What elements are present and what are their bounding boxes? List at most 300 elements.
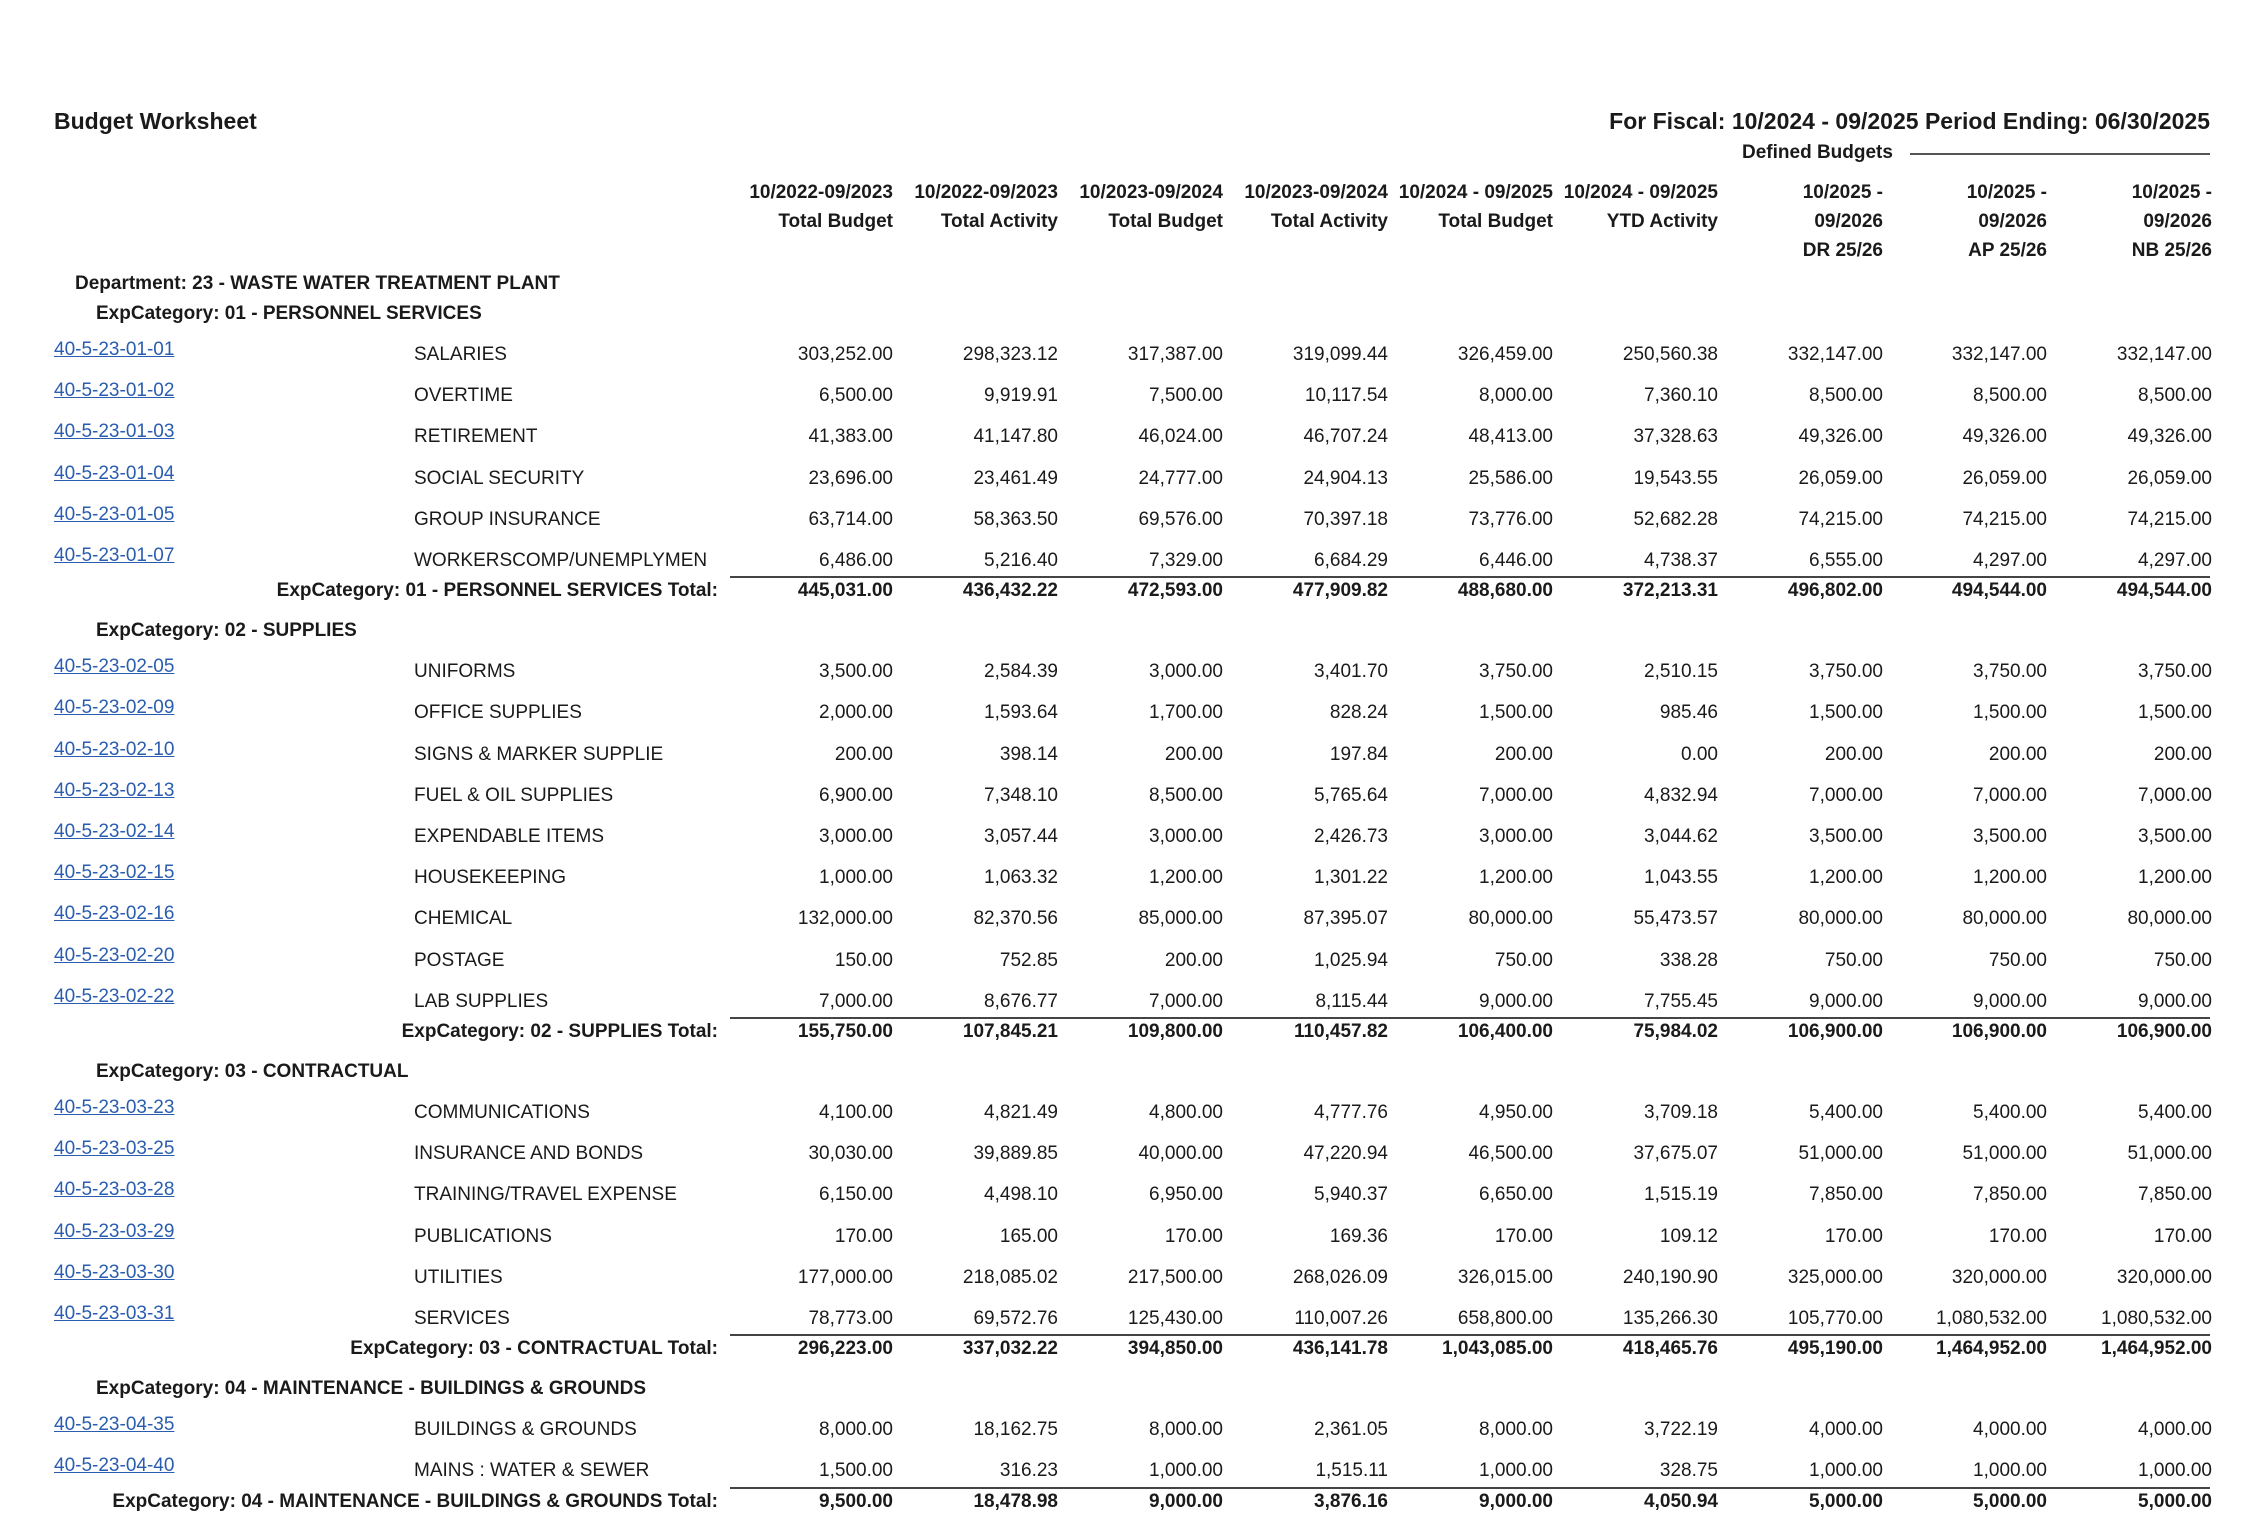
cell-value: 51,000.00 <box>1962 1143 2047 1165</box>
total-value: 9,000.00 <box>1479 1490 1553 1512</box>
cell-value: 170.00 <box>2153 1225 2212 1247</box>
cell-value: 80,000.00 <box>1798 908 1883 930</box>
cell-value: 1,043.55 <box>1644 867 1718 889</box>
line-item-description: POSTAGE <box>414 949 505 971</box>
total-value: 472,593.00 <box>1127 580 1223 602</box>
cell-value: 1,515.19 <box>1644 1184 1718 1206</box>
cell-value: 1,515.11 <box>1315 1460 1388 1482</box>
defined-budgets-rule <box>1910 153 2210 155</box>
cell-value: 51,000.00 <box>2127 1143 2212 1165</box>
total-value: 372,213.31 <box>1622 580 1718 602</box>
cell-value: 73,776.00 <box>1468 508 1553 530</box>
cell-value: 1,200.00 <box>1809 867 1883 889</box>
total-value: 5,000.00 <box>2138 1490 2212 1512</box>
cell-value: 3,709.18 <box>1644 1102 1718 1123</box>
account-link[interactable]: 40-5-23-02-15 <box>54 862 175 884</box>
cell-value: 4,297.00 <box>1973 550 2047 571</box>
cell-value: 170.00 <box>1494 1225 1553 1247</box>
line-item-description: BUILDINGS & GROUNDS <box>414 1419 637 1441</box>
cell-value: 6,446.00 <box>1479 550 1553 571</box>
cell-value: 268,026.09 <box>1292 1266 1388 1288</box>
column-header-line: Total Budget <box>1438 211 1553 232</box>
cell-value: 4,738.37 <box>1644 550 1718 571</box>
cell-value: 1,063.32 <box>984 867 1058 889</box>
column-header-line: 10/2025 - <box>1802 182 1883 203</box>
cell-value: 1,080,532.00 <box>1936 1308 2047 1329</box>
account-link[interactable]: 40-5-23-04-40 <box>54 1455 175 1477</box>
cell-value: 6,500.00 <box>819 385 893 407</box>
cell-value: 3,000.00 <box>1479 826 1553 847</box>
cell-value: 1,025.94 <box>1314 949 1388 971</box>
account-link[interactable]: 40-5-23-02-10 <box>54 738 175 760</box>
total-value: 436,141.78 <box>1292 1338 1388 1360</box>
cell-value: 752.85 <box>999 949 1058 971</box>
account-link[interactable]: 40-5-23-02-20 <box>54 944 175 966</box>
cell-value: 4,498.10 <box>984 1184 1058 1206</box>
cell-value: 8,500.00 <box>1973 385 2047 407</box>
cell-value: 165.00 <box>999 1225 1058 1247</box>
cell-value: 7,348.10 <box>984 784 1058 806</box>
cell-value: 1,500.00 <box>1809 702 1883 724</box>
cell-value: 4,800.00 <box>1149 1102 1223 1123</box>
cell-value: 23,461.49 <box>973 467 1058 489</box>
cell-value: 7,000.00 <box>2138 784 2212 806</box>
cell-value: 80,000.00 <box>1468 908 1553 930</box>
cell-value: 39,889.85 <box>973 1143 1058 1165</box>
total-value: 5,000.00 <box>1809 1490 1883 1512</box>
cell-value: 200.00 <box>1164 949 1223 971</box>
total-value: 445,031.00 <box>797 580 893 602</box>
cell-value: 24,777.00 <box>1138 467 1223 489</box>
cell-value: 25,586.00 <box>1468 467 1553 489</box>
account-link[interactable]: 40-5-23-03-25 <box>54 1138 175 1160</box>
cell-value: 69,572.76 <box>973 1308 1058 1329</box>
line-item-description: EXPENDABLE ITEMS <box>414 826 605 847</box>
line-item-description: SIGNS & MARKER SUPPLIE <box>414 743 664 765</box>
cell-value: 303,252.00 <box>797 344 893 365</box>
cell-value: 1,000.00 <box>1973 1460 2047 1482</box>
column-header-line: 10/2024 - 09/2025 <box>1563 182 1718 203</box>
total-value: 9,500.00 <box>819 1490 893 1512</box>
account-link[interactable]: 40-5-23-03-30 <box>54 1261 175 1283</box>
cell-value: 4,000.00 <box>2138 1419 2212 1441</box>
account-link[interactable]: 40-5-23-02-16 <box>54 903 175 925</box>
cell-value: 200.00 <box>1164 743 1223 765</box>
cell-value: 8,500.00 <box>2138 385 2212 407</box>
category-total-label: ExpCategory: 04 - MAINTENANCE - BUILDINGS & GROUNDS Total: <box>112 1490 718 1512</box>
cell-value: 332,147.00 <box>1951 344 2047 365</box>
cell-value: 8,000.00 <box>1149 1419 1223 1441</box>
cell-value: 7,850.00 <box>1809 1184 1883 1206</box>
cell-value: 8,115.44 <box>1315 990 1388 1012</box>
cell-value: 110,007.26 <box>1294 1308 1388 1329</box>
cell-value: 2,000.00 <box>819 702 893 724</box>
cell-value: 58,363.50 <box>973 508 1058 530</box>
column-header-line: Total Budget <box>1108 211 1223 232</box>
account-link[interactable]: 40-5-23-01-07 <box>54 545 175 566</box>
total-value: 4,050.94 <box>1644 1490 1718 1512</box>
cell-value: 41,383.00 <box>808 426 893 448</box>
cell-value: 8,000.00 <box>1479 385 1553 407</box>
cell-value: 5,216.40 <box>984 550 1058 571</box>
cell-value: 7,000.00 <box>1479 784 1553 806</box>
cell-value: 3,750.00 <box>1809 661 1883 683</box>
account-link[interactable]: 40-5-23-01-04 <box>54 462 175 484</box>
cell-value: 9,000.00 <box>1479 990 1553 1012</box>
cell-value: 18,162.75 <box>973 1419 1058 1441</box>
category-heading: ExpCategory: 04 - MAINTENANCE - BUILDINGS & GROUNDS <box>96 1378 646 1400</box>
cell-value: 1,500.00 <box>1973 702 2047 724</box>
line-item-description: CHEMICAL <box>414 908 513 930</box>
cell-value: 49,326.00 <box>2127 426 2212 448</box>
account-link[interactable]: 40-5-23-01-01 <box>54 339 175 360</box>
total-value: 337,032.22 <box>962 1338 1058 1360</box>
cell-value: 200.00 <box>1824 743 1883 765</box>
line-item-description: FUEL & OIL SUPPLIES <box>414 784 614 806</box>
column-header-line: Total Activity <box>940 211 1058 232</box>
cell-value: 49,326.00 <box>1962 426 2047 448</box>
cell-value: 74,215.00 <box>1962 508 2047 530</box>
cell-value: 1,200.00 <box>1149 867 1223 889</box>
cell-value: 69,576.00 <box>1138 508 1223 530</box>
column-header-line: 10/2022-09/2023 <box>914 182 1058 203</box>
account-link[interactable]: 40-5-23-01-03 <box>54 421 175 443</box>
column-header-line: YTD Activity <box>1606 211 1718 232</box>
cell-value: 5,400.00 <box>1973 1102 2047 1123</box>
column-header <box>1877 178 2047 265</box>
cell-value: 7,329.00 <box>1149 550 1223 571</box>
category-heading: ExpCategory: 03 - CONTRACTUAL <box>96 1061 409 1082</box>
line-item-description: HOUSEKEEPING <box>414 867 567 889</box>
cell-value: 46,707.24 <box>1303 426 1388 448</box>
cell-value: 985.46 <box>1659 702 1718 724</box>
cell-value: 1,200.00 <box>2138 867 2212 889</box>
line-item-description: UTILITIES <box>414 1266 503 1288</box>
cell-value: 109.12 <box>1659 1225 1718 1247</box>
cell-value: 1,000.00 <box>819 867 893 889</box>
cell-value: 46,500.00 <box>1468 1143 1553 1165</box>
cell-value: 750.00 <box>1494 949 1553 971</box>
column-header <box>1383 178 1553 236</box>
line-item-description: MAINS : WATER & SEWER <box>414 1460 650 1482</box>
total-value: 1,464,952.00 <box>2101 1338 2212 1360</box>
line-item-description: SOCIAL SECURITY <box>414 467 585 489</box>
cell-value: 8,676.77 <box>984 990 1058 1012</box>
cell-value: 1,080,532.00 <box>2101 1308 2212 1329</box>
cell-value: 51,000.00 <box>1798 1143 1883 1165</box>
cell-value: 40,000.00 <box>1138 1143 1223 1165</box>
cell-value: 19,543.55 <box>1633 467 1718 489</box>
total-value: 75,984.02 <box>1633 1021 1718 1042</box>
cell-value: 1,200.00 <box>1479 867 1553 889</box>
cell-value: 177,000.00 <box>797 1266 893 1288</box>
column-header <box>723 178 893 236</box>
department-heading: Department: 23 - WASTE WATER TREATMENT PLANT <box>75 273 560 294</box>
page-title: Budget Worksheet <box>54 108 257 134</box>
category-total-label: ExpCategory: 02 - SUPPLIES Total: <box>401 1021 718 1042</box>
cell-value: 7,755.45 <box>1644 990 1718 1012</box>
column-header-line: 10/2024 - 09/2025 <box>1398 182 1553 203</box>
cell-value: 0.00 <box>1681 743 1718 765</box>
cell-value: 2,426.73 <box>1314 826 1388 847</box>
line-item-description: GROUP INSURANCE <box>414 508 601 530</box>
account-link[interactable]: 40-5-23-02-14 <box>54 821 175 842</box>
cell-value: 4,297.00 <box>2138 550 2212 571</box>
line-item-description: RETIREMENT <box>414 426 538 448</box>
cell-value: 1,200.00 <box>1973 867 2047 889</box>
cell-value: 26,059.00 <box>1962 467 2047 489</box>
category-heading: ExpCategory: 01 - PERSONNEL SERVICES <box>96 303 482 324</box>
cell-value: 8,000.00 <box>819 1419 893 1441</box>
cell-value: 320,000.00 <box>1951 1266 2047 1288</box>
cell-value: 7,000.00 <box>1149 990 1223 1012</box>
cell-value: 1,700.00 <box>1149 702 1223 724</box>
cell-value: 46,024.00 <box>1138 426 1223 448</box>
total-value: 494,544.00 <box>1951 580 2047 602</box>
line-item-description: SERVICES <box>414 1308 510 1329</box>
cell-value: 240,190.90 <box>1622 1266 1718 1288</box>
cell-value: 78,773.00 <box>808 1308 893 1329</box>
cell-value: 3,722.19 <box>1644 1419 1718 1441</box>
column-header-line: 10/2025 - <box>2131 182 2212 203</box>
cell-value: 828.24 <box>1329 702 1388 724</box>
cell-value: 7,850.00 <box>2138 1184 2212 1206</box>
cell-value: 4,950.00 <box>1479 1102 1553 1123</box>
line-item-description: LAB SUPPLIES <box>414 990 549 1012</box>
cell-value: 7,000.00 <box>1809 784 1883 806</box>
cell-value: 7,500.00 <box>1149 385 1223 407</box>
cell-value: 82,370.56 <box>973 908 1058 930</box>
line-item-description: COMMUNICATIONS <box>414 1102 590 1123</box>
cell-value: 169.36 <box>1329 1225 1388 1247</box>
total-value: 496,802.00 <box>1787 580 1883 602</box>
cell-value: 4,777.76 <box>1314 1102 1388 1123</box>
cell-value: 5,940.37 <box>1314 1184 1388 1206</box>
column-header <box>1713 178 1883 265</box>
cell-value: 9,000.00 <box>2138 990 2212 1012</box>
column-header-line: 10/2023-09/2024 <box>1079 182 1223 203</box>
cell-value: 74,215.00 <box>1798 508 1883 530</box>
cell-value: 1,500.00 <box>1479 702 1553 724</box>
cell-value: 170.00 <box>1164 1225 1223 1247</box>
cell-value: 85,000.00 <box>1138 908 1223 930</box>
cell-value: 9,000.00 <box>1809 990 1883 1012</box>
cell-value: 3,500.00 <box>819 661 893 683</box>
column-header-line: NB 25/26 <box>2131 240 2212 261</box>
total-value: 495,190.00 <box>1787 1338 1883 1360</box>
account-link[interactable]: 40-5-23-02-09 <box>54 697 175 719</box>
total-value: 1,043,085.00 <box>1442 1338 1553 1360</box>
cell-value: 4,821.49 <box>984 1102 1058 1123</box>
cell-value: 132,000.00 <box>797 908 893 930</box>
total-value: 106,400.00 <box>1457 1021 1553 1042</box>
category-total-label: ExpCategory: 03 - CONTRACTUAL Total: <box>350 1338 718 1360</box>
cell-value: 4,832.94 <box>1644 784 1718 806</box>
account-link[interactable]: 40-5-23-02-22 <box>54 985 175 1007</box>
cell-value: 200.00 <box>1988 743 2047 765</box>
cell-value: 200.00 <box>2153 743 2212 765</box>
cell-value: 2,510.15 <box>1644 661 1718 683</box>
cell-value: 7,850.00 <box>1973 1184 2047 1206</box>
cell-value: 2,361.05 <box>1314 1419 1388 1441</box>
cell-value: 37,675.07 <box>1633 1143 1718 1165</box>
cell-value: 4,100.00 <box>819 1102 893 1123</box>
cell-value: 150.00 <box>834 949 893 971</box>
cell-value: 170.00 <box>834 1225 893 1247</box>
line-item-description: PUBLICATIONS <box>414 1225 552 1247</box>
category-heading: ExpCategory: 02 - SUPPLIES <box>96 620 357 642</box>
account-link[interactable]: 40-5-23-04-35 <box>54 1414 175 1436</box>
cell-value: 7,360.10 <box>1644 385 1718 407</box>
total-value: 494,544.00 <box>2116 580 2212 602</box>
line-item-description: WORKERSCOMP/UNEMPLYMEN <box>414 550 708 571</box>
cell-value: 6,486.00 <box>819 550 893 571</box>
cell-value: 217,500.00 <box>1127 1266 1223 1288</box>
cell-value: 5,400.00 <box>2138 1102 2212 1123</box>
cell-value: 325,000.00 <box>1787 1266 1883 1288</box>
total-value: 110,457.82 <box>1293 1021 1388 1042</box>
cell-value: 9,000.00 <box>1973 990 2047 1012</box>
cell-value: 3,000.00 <box>1149 826 1223 847</box>
cell-value: 74,215.00 <box>2127 508 2212 530</box>
column-header-line: Total Activity <box>1270 211 1388 232</box>
line-item-description: SALARIES <box>414 344 507 365</box>
cell-value: 87,395.07 <box>1303 908 1388 930</box>
cell-value: 9,919.91 <box>984 385 1058 407</box>
total-value: 418,465.76 <box>1622 1338 1718 1360</box>
cell-value: 7,000.00 <box>1973 784 2047 806</box>
total-value: 1,464,952.00 <box>1936 1338 2047 1360</box>
total-value: 3,876.16 <box>1314 1490 1388 1512</box>
column-header-line: Total Budget <box>778 211 893 232</box>
cell-value: 200.00 <box>834 743 893 765</box>
cell-value: 23,696.00 <box>808 467 893 489</box>
total-value: 394,850.00 <box>1127 1338 1223 1360</box>
cell-value: 320,000.00 <box>2116 1266 2212 1288</box>
cell-value: 1,000.00 <box>1149 1460 1223 1482</box>
cell-value: 26,059.00 <box>1798 467 1883 489</box>
total-value: 488,680.00 <box>1457 580 1553 602</box>
subtotal-rule <box>730 1334 2210 1336</box>
cell-value: 3,057.44 <box>984 826 1058 847</box>
account-link[interactable]: 40-5-23-01-05 <box>54 503 175 525</box>
cell-value: 1,000.00 <box>2138 1460 2212 1482</box>
total-value: 106,900.00 <box>2116 1021 2212 1042</box>
cell-value: 10,117.54 <box>1304 385 1388 407</box>
line-item-description: OFFICE SUPPLIES <box>414 702 582 724</box>
total-value: 477,909.82 <box>1292 580 1388 602</box>
cell-value: 52,682.28 <box>1633 508 1718 530</box>
account-link[interactable]: 40-5-23-03-28 <box>54 1179 175 1201</box>
cell-value: 6,900.00 <box>819 784 893 806</box>
cell-value: 5,400.00 <box>1809 1102 1883 1123</box>
cell-value: 197.84 <box>1329 743 1388 765</box>
cell-value: 6,950.00 <box>1149 1184 1223 1206</box>
cell-value: 218,085.02 <box>962 1266 1058 1288</box>
cell-value: 1,500.00 <box>819 1460 893 1482</box>
cell-value: 3,401.70 <box>1314 661 1388 683</box>
cell-value: 316.23 <box>999 1460 1058 1482</box>
cell-value: 63,714.00 <box>808 508 893 530</box>
account-link[interactable]: 40-5-23-03-29 <box>54 1220 175 1242</box>
cell-value: 6,684.29 <box>1314 550 1388 571</box>
cell-value: 3,000.00 <box>819 826 893 847</box>
cell-value: 319,099.44 <box>1292 344 1388 365</box>
account-link[interactable]: 40-5-23-03-23 <box>54 1097 175 1118</box>
cell-value: 8,500.00 <box>1149 784 1223 806</box>
cell-value: 3,044.62 <box>1644 826 1718 847</box>
cell-value: 1,000.00 <box>1479 1460 1553 1482</box>
cell-value: 750.00 <box>2153 949 2212 971</box>
total-value: 106,900.00 <box>1951 1021 2047 1042</box>
column-header-line: 09/2026 <box>1978 211 2047 232</box>
cell-value: 317,387.00 <box>1127 344 1223 365</box>
cell-value: 105,770.00 <box>1787 1308 1883 1329</box>
cell-value: 6,150.00 <box>819 1184 893 1206</box>
cell-value: 70,397.18 <box>1303 508 1388 530</box>
column-header <box>2042 178 2212 265</box>
total-value: 296,223.00 <box>797 1338 893 1360</box>
column-header-line: 09/2026 <box>2143 211 2212 232</box>
total-value: 106,900.00 <box>1787 1021 1883 1042</box>
column-header <box>1548 178 1718 236</box>
cell-value: 24,904.13 <box>1303 467 1388 489</box>
cell-value: 170.00 <box>1988 1225 2047 1247</box>
cell-value: 6,650.00 <box>1479 1184 1553 1206</box>
total-value: 109,800.00 <box>1127 1021 1223 1042</box>
account-link[interactable]: 40-5-23-01-02 <box>54 380 175 402</box>
account-link[interactable]: 40-5-23-02-05 <box>54 656 175 678</box>
cell-value: 332,147.00 <box>2116 344 2212 365</box>
total-value: 9,000.00 <box>1149 1490 1223 1512</box>
cell-value: 3,750.00 <box>1973 661 2047 683</box>
cell-value: 8,000.00 <box>1479 1419 1553 1441</box>
cell-value: 3,500.00 <box>1973 826 2047 847</box>
cell-value: 326,459.00 <box>1457 344 1553 365</box>
cell-value: 80,000.00 <box>1962 908 2047 930</box>
cell-value: 41,147.80 <box>973 426 1058 448</box>
cell-value: 8,500.00 <box>1809 385 1883 407</box>
column-header-line: DR 25/26 <box>1802 240 1883 261</box>
cell-value: 750.00 <box>1988 949 2047 971</box>
column-header <box>888 178 1058 236</box>
cell-value: 328.75 <box>1659 1460 1718 1482</box>
line-item-description: INSURANCE AND BONDS <box>414 1143 644 1165</box>
cell-value: 37,328.63 <box>1633 426 1718 448</box>
total-value: 107,845.21 <box>962 1021 1058 1042</box>
cell-value: 658,800.00 <box>1457 1308 1553 1329</box>
cell-value: 7,000.00 <box>819 990 893 1012</box>
total-value: 18,478.98 <box>973 1490 1058 1512</box>
cell-value: 3,500.00 <box>1809 826 1883 847</box>
cell-value: 4,000.00 <box>1973 1419 2047 1441</box>
cell-value: 125,430.00 <box>1127 1308 1223 1329</box>
line-item-description: UNIFORMS <box>414 661 516 683</box>
fiscal-period: For Fiscal: 10/2024 - 09/2025 Period Ending: 06/30/2025 <box>1609 108 2210 134</box>
cell-value: 3,500.00 <box>2138 826 2212 847</box>
cell-value: 48,413.00 <box>1468 426 1553 448</box>
column-header-line: 10/2025 - <box>1966 182 2047 203</box>
account-link[interactable]: 40-5-23-03-31 <box>54 1303 175 1324</box>
defined-budgets-label: Defined Budgets <box>1742 142 1893 163</box>
cell-value: 250,560.38 <box>1622 344 1718 365</box>
category-total-label: ExpCategory: 01 - PERSONNEL SERVICES Total: <box>276 580 718 602</box>
cell-value: 170.00 <box>1824 1225 1883 1247</box>
cell-value: 6,555.00 <box>1809 550 1883 571</box>
column-header <box>1218 178 1388 236</box>
cell-value: 298,323.12 <box>962 344 1058 365</box>
account-link[interactable]: 40-5-23-02-13 <box>54 779 175 801</box>
